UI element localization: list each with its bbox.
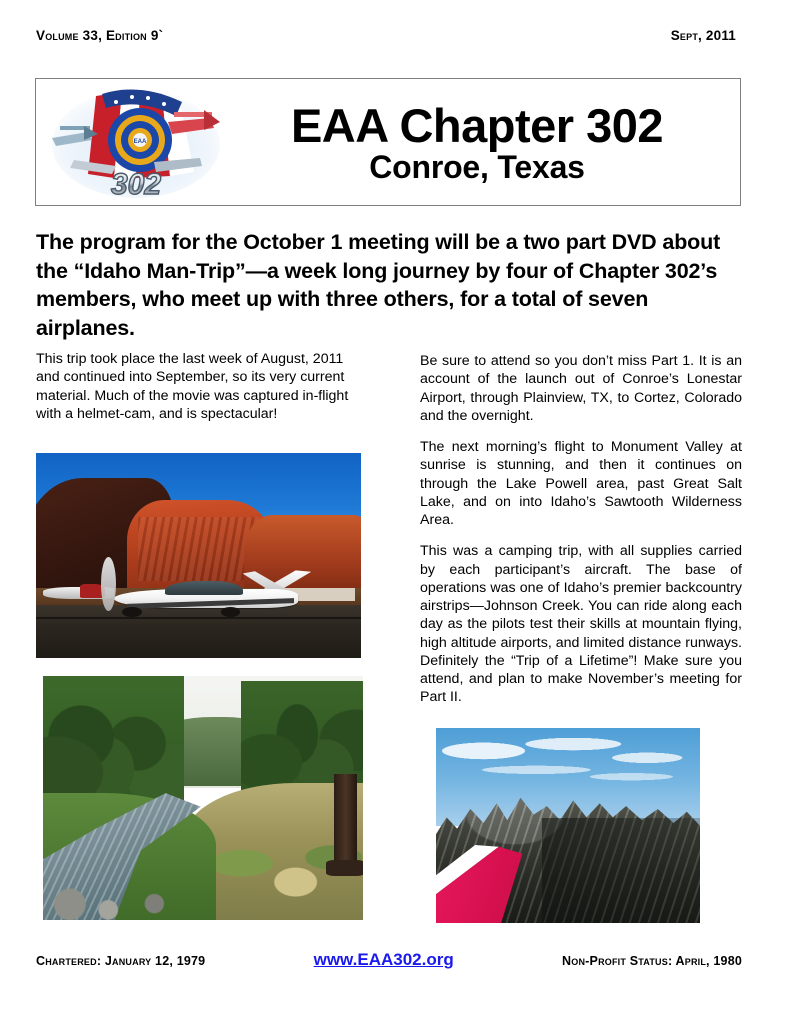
chapter-title: EAA Chapter 302 bbox=[290, 98, 664, 152]
left-paragraph-1: This trip took place the last week of August, 2011 and continued into September, so its very current material. Much of the movie was captured in-flight with a helmet-cam, and is spectacular! bbox=[36, 351, 349, 422]
svg-text:EAA: EAA bbox=[133, 139, 147, 145]
right-column bbox=[420, 352, 742, 720]
left-column bbox=[36, 350, 362, 436]
svg-text:302: 302 bbox=[110, 168, 162, 201]
newsletter-banner bbox=[35, 78, 741, 206]
right-paragraph-1: Be sure to attend so you don’t miss Part 1. It is an account of the launch out of Conroe’s Lonestar Airport, through Plainview, TX, to Cortez, Colorado and the overnight. bbox=[420, 353, 742, 424]
page-footer bbox=[36, 950, 742, 972]
website-link[interactable]: www.EAA302.org bbox=[313, 950, 454, 969]
masthead bbox=[36, 28, 736, 50]
banner-title-group bbox=[224, 98, 740, 185]
right-paragraph-3: This was a camping trip, with all supplies carried by each participant’s aircraft. The base of operations was one of Idaho’s premier backcountry airstrips—Johnson Creek. You can ride along each day as the pilots test their skills at mountain flying, high altitude airports, and limited distance runways. Definitely the “Trip of a Lifetime”! Make sure you attend, and plan to make November’s meeting for Part II. bbox=[420, 543, 742, 706]
nonprofit-status-label: Non-Profit Status: April, 1980 bbox=[562, 954, 742, 968]
issue-date-label: Sept, 2011 bbox=[670, 28, 736, 43]
chartered-date-label: Chartered: January 12, 1979 bbox=[36, 954, 206, 968]
photo-monument-valley bbox=[36, 453, 361, 658]
lead-headline: The program for the October 1 meeting will be a two part DVD about the “Idaho Man-Trip”—a week long journey by four of Chapter 302’s members, who meet up with three others, for a total of seven airplanes. bbox=[36, 230, 721, 340]
photo-sawtooth-aerial bbox=[436, 728, 700, 923]
right-paragraph-2: The next morning’s flight to Monument Valley at sunrise is stunning, and then it continues on through the Lake Powell area, past Great Salt Lake, and on into Idaho’s Sawtooth Wilderness Area. bbox=[420, 439, 742, 528]
photo-idaho-creek bbox=[43, 676, 363, 920]
chapter-logo-icon bbox=[44, 82, 224, 202]
volume-edition-label: Volume 33, Edition 9` bbox=[36, 28, 164, 43]
chapter-location: Conroe, Texas bbox=[369, 148, 585, 185]
